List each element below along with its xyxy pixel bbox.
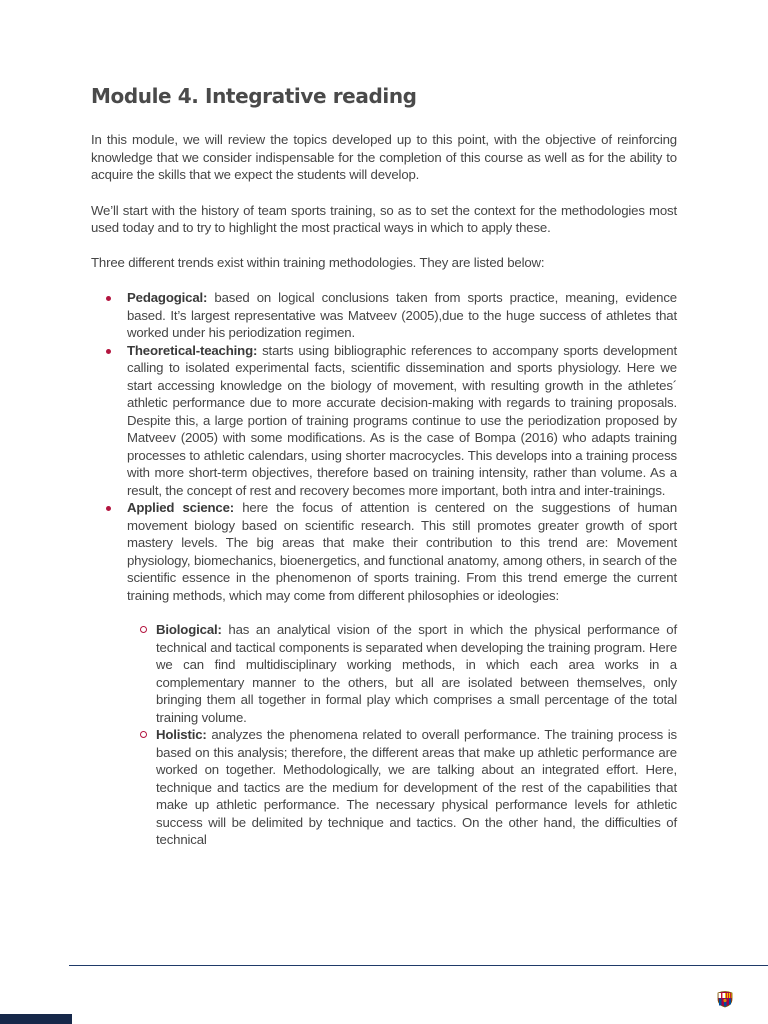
trend-text: here the focus of attention is centered on the suggestions of human movement biology based on scientific research. This still promotes greater growth of sport mastery levels. The big areas that make their contribution to this trend are: Movement physiology, biomechanics, bioenergetics, and functional anatomy, among others, in search of the scientific essence in the phenomenon of sports training. From this trend emerge the current training methods, which may come from different philosophies or ideologies: [127,500,678,603]
club-crest-icon [716,990,734,1008]
footer-tab [0,1014,72,1024]
footer-divider [69,965,768,966]
trend-term: Theoretical-teaching: [127,342,258,358]
intro-paragraph: In this module, we will review the topics developed up to this point, with the objective of reinforcing knowledge that we consider indispensable for the completion of this course as well as for the ability to acquire the skills that we expect the students will develop. [91,132,677,182]
trend-pedagogical [127,289,677,342]
trends-list [91,289,677,849]
trend-text: based on logical conclusions taken from sports practice, meaning, evidence based. It’s largest representative was Matveev (2005),due to the huge success of athletes that worked under his periodization regimen. [127,290,677,340]
trend-applied-science [127,499,677,849]
page-title: Module 4. Integrative reading [91,84,417,108]
trend-text: starts using bibliographic references to accompany sports development calling to isolated experimental facts, scientific dissemination and sports physiology. Here we start accessing knowledge on the biology of movement, with resulting growth in the athletes´ athletic performance due to more accurate decision-making with regards to training proposals. Despite this, a large portion of training programs continue to use the periodization proposed by Matveev (2005) with some modifications. As is the case of Bompa (2016) who adapts training processes to athletic calendars, using shorter macrocycles. This develops into a training process with more short-term objectives, therefore based on training intensity, rather than volume. As a result, the concept of rest and recovery becomes more important, both intra and inter-trainings. [127,342,677,498]
trend-term: Pedagogical: [127,290,208,305]
history-paragraph: We’ll start with the history of team sports training, so as to set the context for the methodologies most used today and to try to highlight the most practical ways in which to apply these. [91,202,677,235]
method-text: analyzes the phenomena related to overall performance. The training process is based on this analysis; therefore, the different areas that make up athletic performance are worked on together. Methodologically, we are talking about an integrated effort. Here, technique and tactics are the medium for development of the rest of the capabilities that make up athletic performance. The necessary physical performance levels for athletic success will be delimited by technique and tactics. On the other hand, the difficulties of technical [156,727,677,847]
method-text: has an analytical vision of the sport in which the physical performance of technical and tactical components is separated when developing the training program. Here we can find multidisciplinary working methods, in which each area works in a complementary manner to the others, but all are isolated between themselves, only bringing them all together in formal play which comprises a small percentage of the total training volume. [156,622,677,725]
trend-term: Applied science: [127,500,235,515]
trend-theoretical-teaching [127,342,677,500]
methods-sublist [127,621,677,849]
method-term: Holistic: [156,727,207,742]
method-term: Biological: [156,622,222,637]
page-content [91,84,677,849]
trends-intro-paragraph: Three different trends exist within training methodologies. They are listed below: [91,254,545,270]
method-holistic [156,726,677,849]
method-biological [156,621,677,726]
